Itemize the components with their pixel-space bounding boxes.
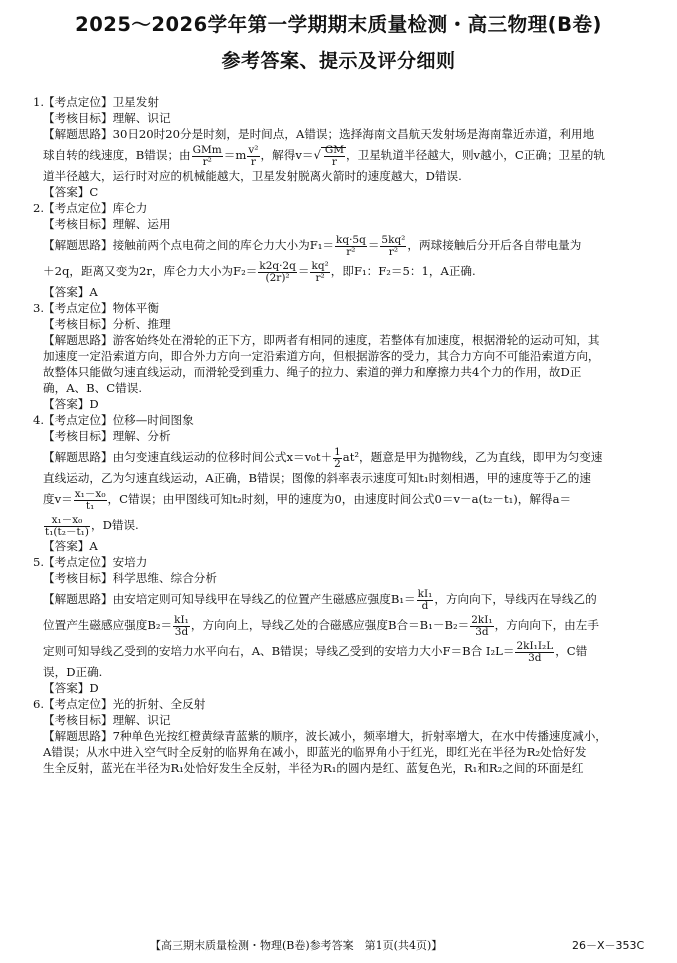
analysis-text: 道半径越大，运行时对应的机械能越大，卫星发射脱离火箭时的速度越大，D错误. (43, 169, 462, 183)
formula-text: v＝ (54, 492, 73, 506)
question-5-analysis-line (33, 612, 648, 638)
numerator: 5kq² (381, 233, 406, 246)
fraction (192, 145, 223, 168)
question-3-point (33, 300, 648, 316)
analysis-text: ，卫星轨道半径越大，则 (346, 148, 474, 162)
question-2-point (33, 200, 648, 216)
point-text: 物体平衡 (112, 301, 159, 315)
label-answer: 【答案】 (43, 185, 90, 199)
question-1-analysis-line: 球自转的线速度，B错误；由 $\frac{\text{GMm}}{\text{r²}}$ ＝m $\frac{\text{v²}}{r}$ ，解得v＝√ $\frac{GM}{r}$ ，卫星轨道半径越大，则v越小，C正确；卫星的轨 (43, 143, 605, 168)
numerator: x₁－x₀ (44, 515, 90, 527)
analysis-text: 加速度一定沿索道方向，即合外力方向一定沿索道方向，但根据游客的受力，其合力方向不可能沿索道方向， (43, 349, 600, 363)
point-text: 安培力 (112, 555, 148, 569)
fraction (515, 641, 554, 664)
fraction (380, 235, 406, 258)
question-1-point (33, 94, 648, 110)
answer-text: A (89, 539, 98, 553)
analysis-text: 误，D正确. (43, 665, 103, 679)
formula-text: v (473, 148, 481, 162)
label-point: 【考点定位】 (43, 697, 113, 711)
analysis-text: ，C错误；由甲图线可知t₂时刻，甲的速度为0，由速度时间公式0＝v－a(t₂－t₁)，解得a＝ (107, 492, 572, 506)
goal-text: 理解、分析 (112, 429, 171, 443)
denominator: 3d (475, 625, 489, 638)
question-2-analysis-line (33, 232, 648, 258)
label-point: 【考点定位】 (43, 301, 113, 315)
fraction (247, 145, 259, 168)
analysis-text: 度 (43, 492, 55, 506)
fraction (333, 447, 342, 470)
goal-text: 理解、运用 (112, 217, 171, 231)
question-4-point (33, 412, 648, 428)
question-2-goal (33, 216, 648, 232)
analysis-text: 故整体只能做匀速直线运动，而滑轮受到重力、绳子的拉力、索道的弹力和摩擦力共4个力的作用，故D正 (43, 365, 582, 379)
numerator: 2kI₁I₂L (516, 639, 554, 652)
question-1-goal (33, 110, 648, 126)
answer-text: A (89, 285, 98, 299)
analysis-text: A错误；从水中进入空气时全反射的临界角在减小，即蓝光的临界角小于红光，即红光在半径为R₂处恰好发 (43, 745, 587, 759)
analysis-text: 球自转的线速度，B错误；由 (43, 148, 191, 162)
analysis-text: 由安培定则可知导线甲在导线乙的位置产生磁感应强度 (112, 592, 391, 606)
question-3-analysis-line (33, 348, 648, 364)
question-number: 6. (33, 697, 45, 711)
fraction (258, 261, 297, 284)
denominator: r² (346, 245, 356, 258)
label-answer: 【答案】 (43, 539, 90, 553)
denominator: r² (202, 155, 212, 168)
question-6-analysis-line (33, 744, 648, 760)
denominator: r² (388, 245, 399, 258)
question-number: 4. (33, 413, 45, 427)
formula-text: x＝v₀t＋ (286, 450, 333, 464)
page-title: 2025～2026学年第一学期期末质量检测・高三物理(B卷) (75, 13, 602, 36)
analysis-text: 位置产生磁感应强度 (43, 618, 148, 632)
page-subtitle: 参考答案、提示及评分细则 (221, 50, 456, 72)
analysis-text: 7种单色光按红橙黄绿青蓝紫的顺序，波长减小，频率增大，折射率增大，在水中传播速度减小， (112, 729, 607, 743)
fraction (335, 235, 367, 258)
fraction (470, 615, 493, 638)
fraction (44, 515, 90, 538)
point-text: 光的折射、全反射 (112, 697, 206, 711)
question-4-analysis-line (33, 512, 648, 538)
question-1-analysis-line (33, 126, 648, 142)
numerator: 2kI₁ (471, 613, 493, 626)
label-analysis: 【解题思路】 (43, 333, 113, 347)
numerator: v² (248, 143, 259, 156)
formula-text: B合＝B₁－B₂＝ (387, 618, 470, 632)
question-number: 3. (33, 301, 45, 315)
question-number: 5. (33, 555, 45, 569)
label-point: 【考点定位】 (43, 201, 113, 215)
question-3-analysis-line (33, 332, 648, 348)
label-answer: 【答案】 (43, 397, 90, 411)
label-analysis: 【解题思路】 (43, 127, 113, 141)
numerator: kI₁ (417, 587, 433, 600)
denominator: r (331, 155, 337, 168)
question-4-goal (33, 428, 648, 444)
question-3-answer (33, 396, 648, 412)
numerator: 1 (334, 445, 341, 458)
analysis-text: ，C错 (555, 644, 588, 658)
question-5-answer (33, 680, 648, 696)
label-answer: 【答案】 (43, 285, 90, 299)
footer-page-info: 【高三期末质量检测・物理(B卷)参考答案 第1页(共4页)】 (150, 939, 443, 952)
square-root (321, 143, 346, 168)
question-3-analysis-line (33, 380, 648, 396)
denominator: (2r)² (265, 271, 290, 284)
answer-content (33, 94, 648, 776)
analysis-text: 直线运动，乙为匀速直线运动，A正确，B错误；图像的斜率表示速度可知t₁时刻相遇，甲的速度等于乙的速 (43, 471, 591, 485)
question-4-analysis-line (33, 444, 648, 470)
formula-text: ＝m (223, 148, 247, 162)
question-1-answer (33, 184, 648, 200)
label-goal: 【考核目标】 (43, 713, 113, 727)
analysis-text: ，解得 (260, 148, 296, 162)
label-goal: 【考核目标】 (43, 429, 113, 443)
question-2-analysis-line (33, 258, 648, 284)
question-5-goal (33, 570, 648, 586)
answer-text: D (89, 397, 99, 411)
denominator: 2 (334, 457, 341, 470)
formula-text: B₂＝ (147, 618, 173, 632)
analysis-text: ＋2q，距离又变为2r，库仑力大小为 (43, 264, 234, 278)
formula-text: at² (342, 450, 360, 464)
numerator: k2q·2q (259, 259, 296, 272)
denominator: d (421, 599, 429, 612)
label-point: 【考点定位】 (43, 413, 113, 427)
label-goal: 【考核目标】 (43, 217, 113, 231)
label-goal: 【考核目标】 (43, 111, 113, 125)
formula-text: ＝ (367, 238, 380, 252)
formula-text: F₁＝ (309, 238, 334, 252)
question-6-analysis-line (33, 728, 648, 744)
label-analysis: 【解题思路】 (43, 450, 113, 464)
question-6-point (33, 696, 648, 712)
formula-text: v＝ (295, 148, 314, 162)
analysis-text: ，题意是甲为抛物线，乙为直线，即甲为匀变速 (359, 450, 603, 464)
label-analysis: 【解题思路】 (43, 238, 113, 252)
label-point: 【考点定位】 (43, 555, 113, 569)
question-3-analysis-line (33, 364, 648, 380)
analysis-text: ，两球接触后分开后各自带电量为 (407, 238, 582, 252)
analysis-text: ，D错误. (90, 518, 139, 532)
fraction (74, 489, 107, 512)
formula-text: F₂＝ (233, 264, 258, 278)
question-4-analysis-line (33, 470, 648, 486)
formula-text: ＝ (297, 264, 310, 278)
analysis-text: 接触前两个点电荷之间的库仑力大小为 (112, 238, 310, 252)
denominator: 3d (528, 651, 542, 664)
question-number: 2. (33, 201, 45, 215)
numerator: kq·5q (335, 233, 366, 246)
denominator: 3d (174, 625, 189, 638)
goal-text: 分析、推理 (112, 317, 171, 331)
formula-text: B₁＝ (390, 592, 416, 606)
question-5-analysis-line (33, 586, 648, 612)
analysis-text: 定则可知导线乙受到的安培力水平向右，A、B错误；导线乙受到的安培力大小 (43, 644, 443, 658)
numerator: GMm (192, 143, 222, 156)
fraction (173, 615, 190, 638)
label-analysis: 【解题思路】 (43, 592, 113, 606)
numerator: kq² (311, 259, 329, 272)
goal-text: 理解、识记 (112, 111, 171, 125)
numerator: x₁－x₀ (74, 487, 106, 500)
denominator: r (250, 155, 256, 168)
question-5-point (33, 554, 648, 570)
answer-text: C (89, 185, 99, 199)
fraction (310, 261, 329, 284)
analysis-text: ，方向向下，导线丙在导线乙的 (434, 592, 597, 606)
footer-code: 26－X－353C (572, 939, 645, 952)
question-5-analysis-line (33, 664, 648, 680)
label-answer: 【答案】 (43, 681, 90, 695)
analysis-text: 生全反射，蓝光在半径为R₁处恰好发生全反射，半径为R₁的圆内是红、蓝复色光，R₁和R₂之间的环面是红 (43, 761, 584, 775)
numerator: kI₁ (174, 613, 189, 626)
goal-text: 科学思维、综合分析 (112, 571, 217, 585)
point-text: 位移—时间图象 (112, 413, 194, 427)
analysis-text: 30日20时20分是时刻，是时间点，A错误；选择海南文昌航天发射场是海南靠近赤道，利用地 (112, 127, 595, 141)
question-1-analysis-line (33, 168, 648, 184)
analysis-text: 游客始终处在滑轮的正下方，即两者有相同的速度，若整体有加速度，根据滑轮的运动可知，其 (112, 333, 600, 347)
analysis-text: 确，A、B、C错误. (43, 381, 143, 395)
label-analysis: 【解题思路】 (43, 729, 113, 743)
analysis-text: ，方向向下，由左手 (494, 618, 599, 632)
analysis-text: ，方向向上，导线乙处的合磁感应强度 (190, 618, 388, 632)
point-text: 库仑力 (112, 201, 148, 215)
analysis-text: 越小，C正确；卫星的轨 (480, 148, 605, 162)
goal-text: 理解、识记 (112, 713, 171, 727)
label-point: 【考点定位】 (43, 95, 113, 109)
label-goal: 【考核目标】 (43, 317, 113, 331)
point-text: 卫星发射 (112, 95, 159, 109)
label-goal: 【考核目标】 (43, 571, 113, 585)
numerator: GM (324, 143, 344, 156)
question-3-goal (33, 316, 648, 332)
fraction (417, 589, 434, 612)
fraction (324, 145, 345, 168)
analysis-text: ，即F₁：F₂＝5：1，A正确. (330, 264, 476, 278)
question-4-analysis-line (33, 486, 648, 512)
question-2-answer (33, 284, 648, 300)
analysis-text: 由匀变速直线运动的位移时间公式 (112, 450, 287, 464)
question-5-analysis-line (33, 638, 648, 664)
formula-text: F＝B合 I₂L＝ (442, 644, 515, 658)
question-6-analysis-line (33, 760, 648, 776)
question-6-goal (33, 712, 648, 728)
answer-text: D (89, 681, 99, 695)
question-4-answer (33, 538, 648, 554)
question-number: 1. (33, 95, 45, 109)
denominator: t₁ (85, 499, 95, 512)
denominator: r² (315, 271, 325, 284)
denominator: t₁(t₂－t₁) (45, 525, 89, 538)
